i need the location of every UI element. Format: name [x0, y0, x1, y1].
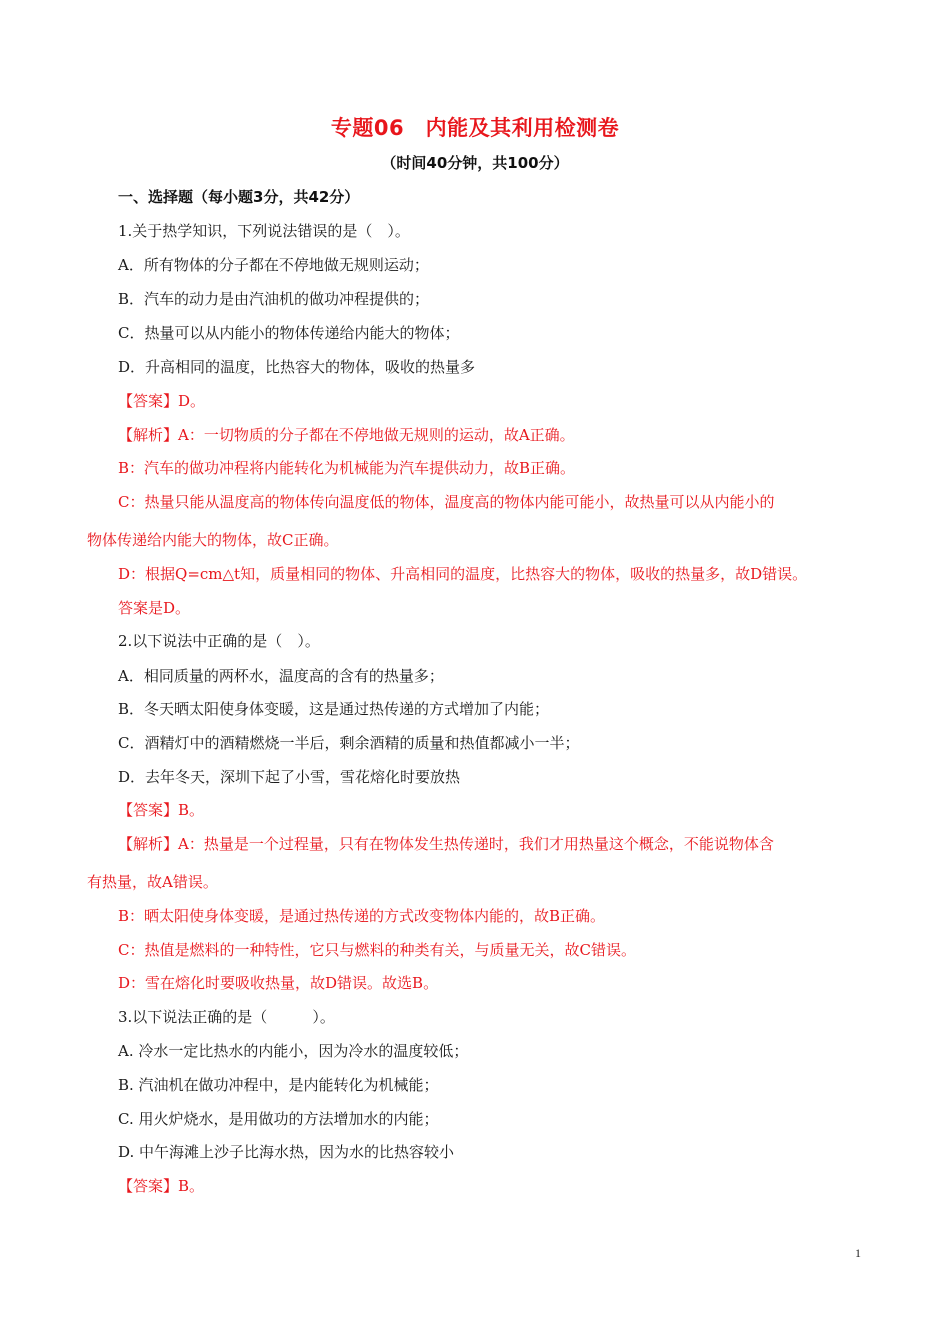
page-number: 1	[855, 1246, 861, 1260]
q1-explanation-b: B：汽车的做功冲程将内能转化为机械能为汽车提供动力，故B正确。	[118, 459, 576, 477]
q1-explanation-c-cont: 物体传递给内能大的物体，故C正确。	[87, 531, 339, 549]
section-heading: 一、选择题（每小题3分，共42分）	[118, 188, 360, 206]
q2-explanation-a: 【解析】A：热量是一个过程量，只有在物体发生热传递时，我们才用热量这个概念，不能说物体含	[118, 835, 774, 853]
q2-explanation-c: C：热值是燃料的一种特性，它只与燃料的种类有关，与质量无关，故C错误。	[118, 941, 636, 959]
q1-option-b: B．汽车的动力是由汽油机的做功冲程提供的；	[118, 290, 430, 308]
q1-final-answer: 答案是D。	[118, 599, 191, 617]
q3-option-a: A. 冷水一定比热水的内能小，因为冷水的温度较低；	[118, 1042, 469, 1060]
q2-answer: 【答案】B。	[118, 801, 205, 819]
q1-option-a: A．所有物体的分子都在不停地做无规则运动；	[118, 256, 429, 274]
q1-option-d: D．升高相同的温度，比热容大的物体，吸收的热量多	[118, 358, 476, 376]
q3-option-d: D. 中午海滩上沙子比海水热，因为水的比热容较小	[118, 1143, 455, 1161]
q2-stem: 2.以下说法中正确的是（ ）。	[118, 632, 320, 650]
q2-explanation-a-cont: 有热量，故A错误。	[87, 873, 218, 891]
q1-explanation-d: D：根据Q=cm△t知，质量相同的物体、升高相同的温度，比热容大的物体，吸收的热量多，故D错误。	[118, 565, 808, 583]
page-title: 专题06 内能及其利用检测卷	[330, 116, 620, 140]
q2-option-b: B．冬天晒太阳使身体变暖，这是通过热传递的方式增加了内能；	[118, 700, 550, 718]
q3-answer: 【答案】B。	[118, 1177, 205, 1195]
q2-option-a: A．相同质量的两杯水，温度高的含有的热量多；	[118, 667, 444, 685]
q3-option-c: C. 用火炉烧水，是用做功的方法增加水的内能；	[118, 1110, 439, 1128]
q1-stem: 1.关于热学知识，下列说法错误的是（ ）。	[118, 222, 410, 240]
q3-option-b: B. 汽油机在做功冲程中，是内能转化为机械能；	[118, 1076, 439, 1094]
q2-explanation-b: B：晒太阳使身体变暖，是通过热传递的方式改变物体内能的，故B正确。	[118, 907, 606, 925]
q2-option-c: C．酒精灯中的酒精燃烧一半后，剩余酒精的质量和热值都减小一半；	[118, 734, 580, 752]
q1-explanation-a: 【解析】A：一切物质的分子都在不停地做无规则的运动，故A正确。	[118, 426, 575, 444]
time-note: （时间40分钟，共100分）	[381, 154, 569, 172]
q1-answer: 【答案】D。	[118, 392, 206, 410]
q2-explanation-d: D：雪在熔化时要吸收热量，故D错误。故选B。	[118, 974, 439, 992]
q1-explanation-c: C：热量只能从温度高的物体传向温度低的物体，温度高的物体内能可能小，故热量可以从内能小的	[118, 493, 775, 511]
q3-stem: 3.以下说法正确的是（ ）。	[118, 1008, 335, 1026]
q2-option-d: D．去年冬天，深圳下起了小雪，雪花熔化时要放热	[118, 768, 461, 786]
q1-option-c: C．热量可以从内能小的物体传递给内能大的物体；	[118, 324, 460, 342]
